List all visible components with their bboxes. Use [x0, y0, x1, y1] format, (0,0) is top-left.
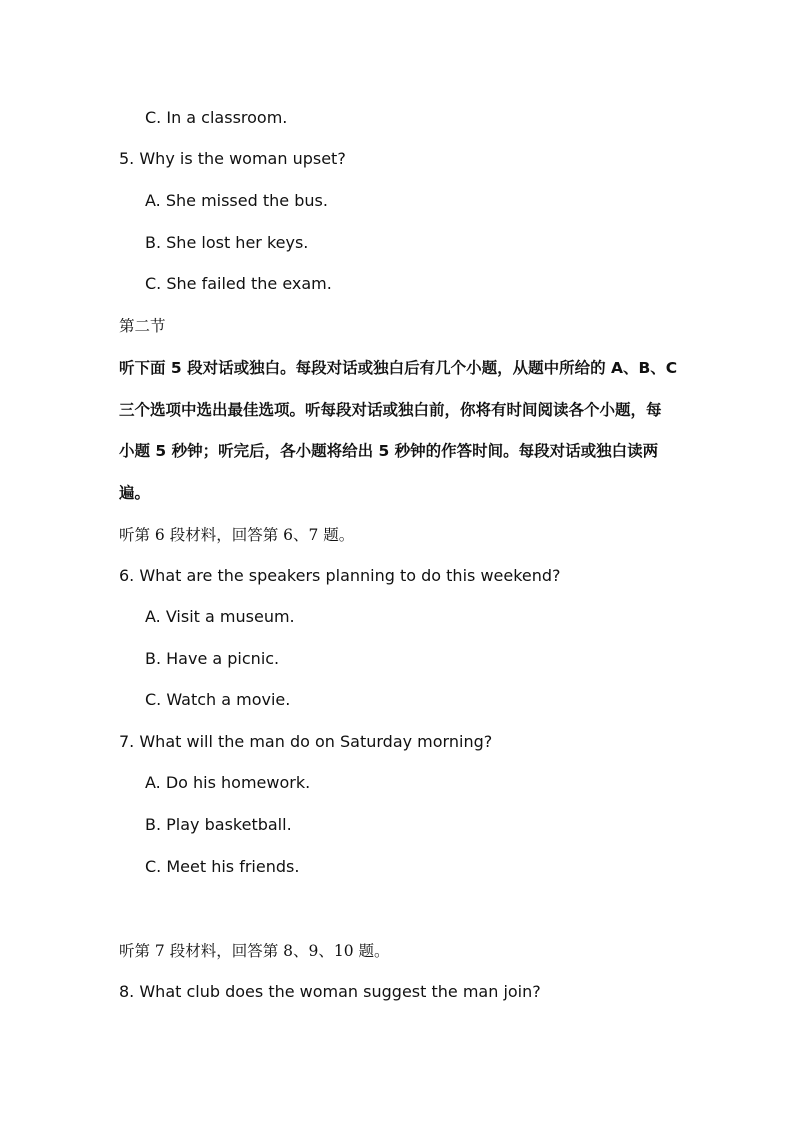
instruction-line-2: 三个选项中选出最佳选项。听每段对话或独白前，你将有时间阅读各个小题，每: [119, 401, 662, 419]
question-7: 7. What will the man do on Saturday morning?: [119, 732, 493, 751]
material-6-instruction: 听第 6 段材料，回答第 6、7 题。: [119, 526, 355, 544]
instruction-line-3: 小题 5 秒钟；听完后，各小题将给出 5 秒钟的作答时间。每段对话或独白读两: [119, 442, 659, 460]
instruction-line-4: 遍。: [119, 484, 151, 502]
option-a-q5: A. She missed the bus.: [145, 191, 328, 210]
option-b-q5: B. She lost her keys.: [145, 233, 309, 252]
option-b-q7: B. Play basketball.: [145, 815, 292, 834]
option-c-q5: C. She failed the exam.: [145, 274, 332, 293]
option-b-q6: B. Have a picnic.: [145, 649, 280, 668]
question-6: 6. What are the speakers planning to do this weekend?: [119, 566, 561, 585]
option-a-q7: A. Do his homework.: [145, 773, 311, 792]
question-5: 5. Why is the woman upset?: [119, 149, 346, 168]
question-8: 8. What club does the woman suggest the man join?: [119, 982, 541, 1001]
material-7-instruction: 听第 7 段材料，回答第 8、9、10 题。: [119, 942, 390, 960]
instruction-line-1: 听下面 5 段对话或独白。每段对话或独白后有几个小题，从题中所给的 A、B、C: [119, 359, 678, 377]
option-c-q4: C. In a classroom.: [145, 108, 288, 127]
option-c-q7: C. Meet his friends.: [145, 857, 300, 876]
option-a-q6: A. Visit a museum.: [145, 607, 295, 626]
section-heading: 第二节: [119, 317, 166, 335]
option-c-q6: C. Watch a movie.: [145, 690, 291, 709]
